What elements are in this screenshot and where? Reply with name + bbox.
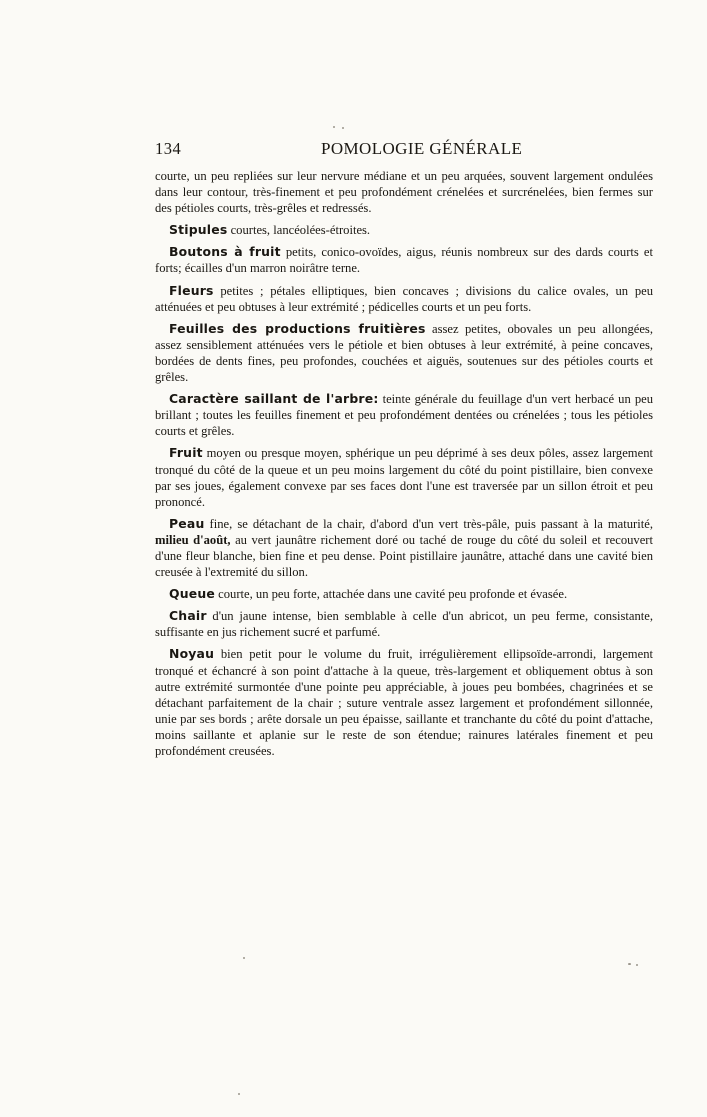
print-speck bbox=[243, 957, 245, 959]
paragraph-emphasis: milieu d'août, bbox=[155, 532, 231, 547]
paragraph-queue bbox=[155, 586, 653, 602]
paragraph-term: Stipules bbox=[169, 222, 228, 238]
page-header bbox=[155, 139, 653, 165]
paragraph-text: petits, conico-ovoïdes, aigus, réunis nombreux sur des dards courts et forts; écailles d'un marron noirâtre terne. bbox=[155, 245, 653, 276]
paragraph-noyau bbox=[155, 646, 653, 759]
print-speck bbox=[333, 126, 335, 128]
print-speck bbox=[238, 1093, 240, 1095]
paragraph-term: Noyau bbox=[169, 646, 215, 662]
paragraph-leaf-continuation bbox=[155, 168, 653, 216]
paragraph-text: petites ; pétales elliptiques, bien concaves ; divisions du calice ovales, un peu atténuées et peu obtuses à leur extrémité ; pédicelles courts et un peu forts. bbox=[155, 283, 653, 314]
paragraph-term: Fleurs bbox=[169, 282, 214, 298]
paragraph-term: Peau bbox=[169, 515, 205, 531]
paragraph-fruit bbox=[155, 445, 653, 509]
page-number: 134 bbox=[155, 139, 182, 158]
paragraph-text: assez petites, obovales un peu allongées, assez sensiblement atténuées vers le pétiole et bien obtuses à leur extrémité, à peine concaves, bordées de dents fines, peu profondes, couchées et aiguës, soutenues sur des pétioles courts et grêles. bbox=[155, 321, 653, 385]
paragraph-boutons bbox=[155, 244, 653, 276]
paragraph-text: au vert jaunâtre richement doré ou taché de rouge du côté du soleil et recouvert d'une fleur blanche, bien fine et peu dense. Point pistillaire jaunâtre, attaché dans une cavité bien creusée à l'extremité du sillon. bbox=[155, 532, 653, 580]
paragraph-text: fine, se détachant de la chair, d'abord d'un vert très-pâle, puis passant à la maturité, bbox=[204, 516, 653, 531]
paragraph-chair bbox=[155, 608, 653, 640]
paragraph-text: courtes, lancéolées-étroites. bbox=[227, 223, 371, 238]
paragraph-term: Boutons à fruit bbox=[169, 244, 281, 260]
print-speck bbox=[342, 127, 344, 129]
print-speck bbox=[636, 964, 638, 966]
paragraph-fleurs bbox=[155, 283, 653, 315]
paragraph-feuilles-fruitieres bbox=[155, 321, 653, 385]
paragraph-term: Queue bbox=[169, 586, 215, 602]
paragraph-term: Feuilles des productions fruitières bbox=[169, 320, 426, 336]
paragraph-text: courte, un peu forte, attachée dans une cavité peu profonde et évasée. bbox=[214, 587, 568, 602]
paragraph-term: Chair bbox=[169, 608, 207, 624]
paragraph-text: d'un jaune intense, bien semblable à celle d'un abricot, un peu ferme, consistante, suffisante en jus richement sucré et parfumé. bbox=[155, 609, 653, 640]
paragraph-text: teinte générale du feuillage d'un vert herbacé un peu brillant ; toutes les feuilles finement et peu profondément dentées ou crénelées ; tous les pétioles courts et grêles. bbox=[155, 392, 654, 439]
paragraph-term: Caractère saillant de l'arbre: bbox=[169, 391, 379, 407]
paragraph-caractere bbox=[155, 391, 653, 439]
paragraph-peau bbox=[155, 516, 653, 580]
paragraph-text: bien petit pour le volume du fruit, irrégulièrement ellipsoïde-arrondi, largement tronqué et échancré à son point d'attache à la queue, très-largement et obliquement obtus à son autre extrémité surmontée d'une pointe peu appréciable, à joues peu bombées, chagrinées et se détachant parfaitement de la chair ; suture ventrale assez largement et profondément sillonnée, unie par ses bords ; arête dorsale un peu épaisse, saillante et tranchante du côté du point d'attache, moins saillante et aplanie sur le reste de son étendue; rainures latérales finement et peu profondément creusées. bbox=[155, 647, 653, 758]
page-body bbox=[155, 168, 653, 765]
paragraph-stipules bbox=[155, 222, 653, 238]
paragraph-text: moyen ou presque moyen, sphérique un peu déprimé à ses deux pôles, assez largement tronqué du côté de la queue et un peu moins largement du côté du point pistillaire, bien convexe par ses joues, également convexe par ses faces dont l'une est traversée par un sillon étroit et peu prononcé. bbox=[155, 446, 653, 509]
paragraph-text: courte, un peu repliées sur leur nervure médiane et un peu arquées, souvent largement ondulées dans leur contour, très-finement et peu profondément crénelées et surcrénelées, bien fermes sur des pétioles courts, très-grêles et redressés. bbox=[155, 169, 653, 216]
print-speck bbox=[628, 963, 631, 965]
paragraph-term: Fruit bbox=[169, 445, 203, 461]
running-title: POMOLOGIE GÉNÉRALE bbox=[321, 139, 523, 158]
